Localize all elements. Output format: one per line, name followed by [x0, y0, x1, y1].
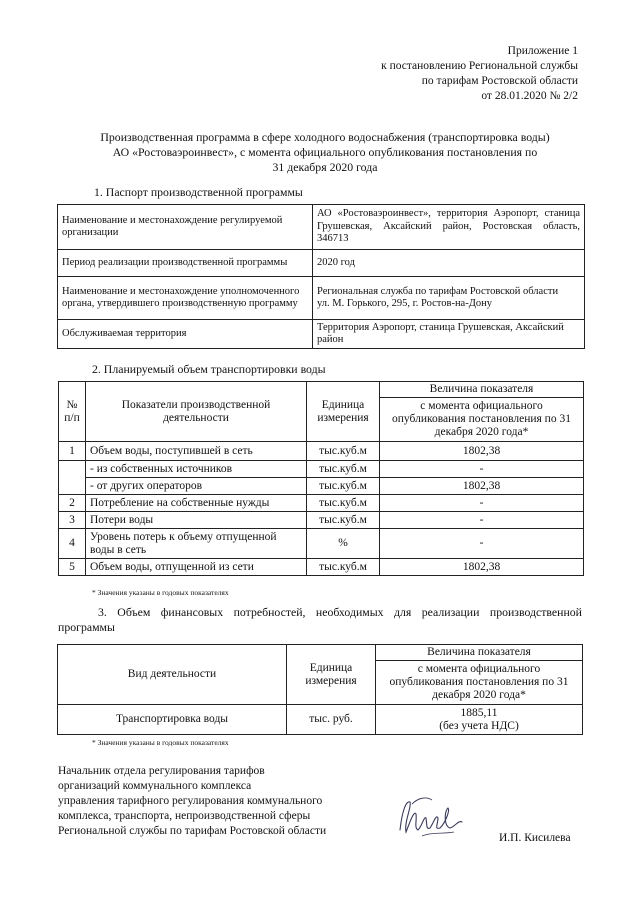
cell-num: 2 [59, 495, 86, 512]
signatory-name: И.П. Кисилева [499, 832, 571, 844]
cell-unit: тыс.куб.м [307, 495, 380, 512]
cell-unit: тыс.куб.м [307, 559, 380, 576]
cell-num: 5 [59, 559, 86, 576]
header-value-period: с момента официального опубликования постановления по 31 декабря 2020 года* [380, 398, 584, 442]
table-cell: Обслуживаемая территория [58, 320, 313, 349]
cell-value: - [380, 495, 584, 512]
cell-value: 1802,38 [380, 442, 584, 461]
table-row [58, 277, 585, 320]
header-value-group: Величина показателя [380, 382, 584, 398]
value-note: (без учета НДС) [439, 719, 519, 732]
table-row [59, 461, 584, 478]
annex-line: по тарифам Ростовской области [421, 75, 578, 87]
title-line: Производственная программа в сфере холодного водоснабжения (транспортировка воды) [100, 130, 550, 144]
table-row [59, 495, 584, 512]
table-row [59, 478, 584, 495]
title-line: АО «Ростоваэроинвест», с момента официального опубликования постановления по [112, 145, 538, 159]
finance-table [57, 644, 583, 735]
cell-value [376, 705, 583, 735]
header-unit: Единица измерения [307, 382, 380, 442]
cell-text: ул. М. Горького, 295, г. Ростов-на-Дону [317, 298, 492, 309]
table-cell: АО «Ростоваэроинвест», территория Аэропорт, станица Грушевская, Аксайский район, Ростовская область, 346713 [313, 205, 585, 250]
footnote: * Значения указаны в годовых показателях [92, 738, 229, 747]
cell-unit: % [307, 529, 380, 559]
cell-value: 1802,38 [380, 478, 584, 495]
table-row [58, 205, 585, 250]
annex-block [381, 44, 578, 104]
value-text: 1885,11 [460, 706, 498, 719]
position-line: организаций коммунального комплекса [58, 780, 252, 792]
position-line: Региональной службы по тарифам Ростовской области [58, 825, 327, 837]
annex-line: к постановлению Региональной службы [381, 60, 578, 72]
table-row [58, 705, 583, 735]
cell-name: Объем воды, поступившей в сеть [86, 442, 307, 461]
header-indicator: Показатели производственной деятельности [86, 382, 307, 442]
position-line: комплекса, транспорта, непроизводственной сферы [58, 810, 311, 822]
cell-value: - [380, 512, 584, 529]
table-header-row [58, 645, 583, 661]
signatory-position [58, 764, 326, 839]
table-row [58, 250, 585, 277]
document-title [60, 130, 590, 175]
table-cell: Наименование и местонахождение регулируемой организации [58, 205, 313, 250]
section1-heading: 1. Паспорт производственной программы [94, 185, 303, 199]
header-activity: Вид деятельности [58, 645, 287, 705]
section2-heading: 2. Планируемый объем транспортировки воды [92, 362, 326, 376]
header-unit: Единица измерения [287, 645, 376, 705]
cell-name: Объем воды, отпущенной из сети [86, 559, 307, 576]
cell-value: - [380, 461, 584, 478]
table-header-row [59, 382, 584, 398]
header-value-period: с момента официального опубликования постановления по 31 декабря 2020 года* [376, 661, 583, 705]
header-num: № п/п [59, 382, 86, 442]
cell-num: 1 [59, 442, 86, 461]
cell-num [59, 461, 86, 495]
table-cell: 2020 год [313, 250, 585, 277]
table-cell: Период реализации производственной программы [58, 250, 313, 277]
cell-unit: тыс.куб.м [307, 461, 380, 478]
cell-name: Потребление на собственные нужды [86, 495, 307, 512]
table-row [58, 320, 585, 349]
cell-name: Уровень потерь к объему отпущенной воды в сеть [86, 529, 307, 559]
cell-unit: тыс. руб. [287, 705, 376, 735]
cell-value: - [380, 529, 584, 559]
cell-unit: тыс.куб.м [307, 442, 380, 461]
table-row [59, 512, 584, 529]
cell-activity: Транспортировка воды [58, 705, 287, 735]
table-row [59, 529, 584, 559]
cell-unit: тыс.куб.м [307, 478, 380, 495]
passport-table [57, 204, 585, 349]
position-line: Начальник отдела регулирования тарифов [58, 765, 265, 777]
table-row [59, 442, 584, 461]
cell-name: - от других операторов [86, 478, 307, 495]
volume-table [58, 381, 584, 576]
section3-heading: 3. Объем финансовых потребностей, необходимых для реализации производственной программы [58, 605, 582, 634]
table-cell: Наименование и местонахождение уполномоченного органа, утвердившего производственную программу [58, 277, 313, 320]
footnote: * Значения указаны в годовых показателях [92, 588, 229, 597]
table-cell: Территория Аэропорт, станица Грушевская, Аксайский район [313, 320, 585, 349]
cell-text: Региональная служба по тарифам Ростовской области [317, 285, 559, 297]
header-value-group: Величина показателя [376, 645, 583, 661]
cell-value: 1802,38 [380, 559, 584, 576]
table-cell [313, 277, 585, 320]
cell-unit: тыс.куб.м [307, 512, 380, 529]
table-row [59, 559, 584, 576]
cell-num: 3 [59, 512, 86, 529]
annex-line: Приложение 1 [507, 45, 578, 57]
handwritten-signature [392, 792, 472, 842]
cell-name: Потери воды [86, 512, 307, 529]
position-line: управления тарифного регулирования коммунального [58, 795, 323, 807]
cell-name: - из собственных источников [86, 461, 307, 478]
title-line: 31 декабря 2020 года [272, 160, 378, 174]
cell-num: 4 [59, 529, 86, 559]
annex-line: от 28.01.2020 № 2/2 [481, 90, 578, 102]
